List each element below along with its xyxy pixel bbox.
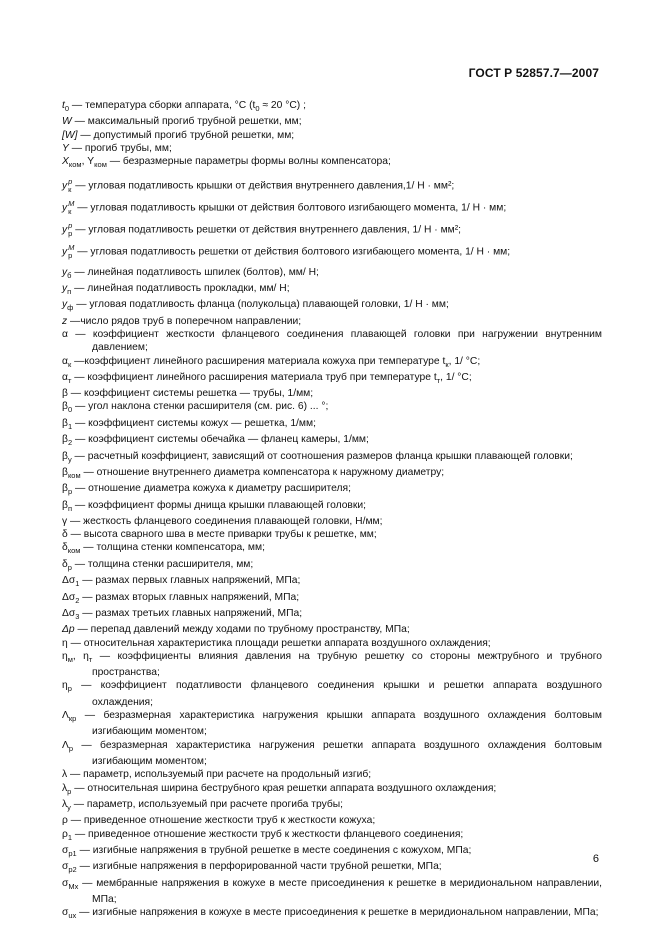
definition-symbol: Λ — [62, 739, 69, 751]
definition-item — [62, 328, 602, 355]
definition-text: , η — [72, 650, 89, 662]
definition-symbol: Δσ — [62, 591, 76, 603]
definition-symbol: y — [62, 202, 68, 214]
definition-text: — отношение диаметра кожуха к диаметру расширителя; — [72, 483, 351, 495]
definition-item — [62, 282, 602, 298]
definition-symbol: y — [62, 246, 68, 258]
definition-item — [62, 355, 602, 371]
definition-text: — расчетный коэффициент, зависящий от соотношения размеров фланца крышки плавающей головки; — [71, 450, 573, 462]
definition-text-tail: — безразмерные параметры формы волны компенсатора; — [106, 156, 391, 168]
definition-symbol: Δσ — [62, 607, 76, 619]
definition-text: —коэффициент линейного расширения материала кожуха при температуре t — [71, 355, 446, 367]
definition-text: — жесткость фланцевого соединения плавающей головки, Н/мм; — [67, 515, 383, 527]
definition-item — [62, 499, 602, 515]
definition-item — [62, 387, 602, 400]
definition-item — [62, 782, 602, 798]
definition-symbol: δ — [62, 558, 68, 570]
definition-symbol: X — [62, 156, 69, 168]
definition-text: — размах первых главных напряжений, МПа; — [79, 575, 301, 587]
symbol-subscript: т — [67, 375, 72, 385]
symbol-superscript: M — [68, 242, 75, 252]
definition-item — [62, 155, 602, 171]
definition-item — [62, 637, 602, 650]
definition-text-tail: — коэффициенты влияния давления на трубную решетку со стороны межтрубного и трубного пространства; — [92, 650, 602, 679]
definition-symbol: y — [62, 282, 68, 294]
symbol-subscript: кр — [68, 714, 77, 724]
symbol-subscript: 3 — [75, 611, 80, 621]
symbol-subscript: 0 — [67, 405, 73, 415]
definition-item — [62, 99, 602, 115]
symbol-superscript: p — [68, 220, 73, 230]
definition-text: — коэффициент системы решетка — трубы, 1/мм; — [67, 388, 314, 400]
definition-text: — толщина стенки расширителя, мм; — [71, 558, 254, 570]
definition-symbol: t — [62, 100, 65, 111]
symbol-subscript: ф — [67, 303, 74, 313]
definitions-list — [62, 99, 602, 923]
definition-item — [62, 798, 602, 814]
definition-symbol: β — [62, 450, 68, 462]
symbol-subscript: к — [68, 206, 72, 216]
definition-item — [62, 574, 602, 590]
definition-text-subscript: т — [436, 375, 441, 385]
definition-text: — прогиб трубы, мм; — [68, 142, 172, 154]
definition-item — [62, 417, 602, 433]
symbol-subscript: р2 — [68, 865, 77, 875]
definition-text: — коэффициент системы обечайка — фланец камеры, 1/мм; — [72, 434, 369, 446]
definition-item — [62, 844, 602, 860]
symbol-subscript: 1 — [67, 421, 73, 431]
definition-item — [62, 679, 602, 709]
definition-item — [62, 115, 602, 128]
symbol-subscript: у — [67, 803, 71, 813]
definition-symbol: η — [62, 650, 68, 662]
definition-symbol: ρ — [62, 815, 68, 827]
definition-item — [62, 515, 602, 528]
definition-symbol: Δp — [62, 624, 75, 636]
definition-text-tail: ≈ 20 °С) ; — [259, 100, 306, 111]
definition-symbol: δ — [62, 542, 68, 554]
definition-symbol: η — [62, 680, 68, 692]
definition-item — [62, 298, 602, 314]
definition-text: — приведенное отношение жесткости труб к жесткости кожуха; — [67, 815, 376, 827]
definition-text-tail: , 1/ °С; — [448, 355, 481, 367]
definition-item — [62, 450, 602, 466]
definition-text: — изгибные напряжения в трубной решетке в месте соединения с кожухом, МПа; — [76, 844, 472, 856]
definition-item — [62, 482, 602, 498]
symbol-subscript: 1 — [75, 579, 80, 589]
symbol-subscript: ком — [67, 470, 81, 480]
definition-text: — безразмерная характеристика нагружения решетки аппарата воздушного охлаждения болтовым изгибающим моментом; — [73, 739, 602, 768]
definition-item — [62, 266, 602, 282]
definition-text: , Y — [81, 156, 95, 168]
definition-text: — угловая податливость крышки от действия внутреннего давления,1/ Н · мм²; — [72, 180, 455, 192]
definition-item — [62, 739, 602, 769]
definition-item — [62, 244, 602, 260]
definition-text: — угловая податливость решетки от действия внутреннего давления, 1/ Н · мм²; — [72, 224, 462, 236]
definition-symbol: β — [62, 401, 68, 413]
definition-symbol: β — [62, 388, 68, 400]
definition-item — [62, 591, 602, 607]
symbol-subscript: Mx — [68, 881, 79, 891]
definition-symbol: z — [62, 315, 68, 327]
definition-text: — перепад давлений между ходами по трубному пространству, МПа; — [74, 624, 410, 636]
definition-text: — угловая податливость фланца (полукольца) плавающей головки, 1/ Н · мм; — [73, 299, 449, 311]
definition-text-tail: , 1/ °С; — [440, 371, 472, 383]
symbol-subscript: к — [68, 184, 72, 194]
symbol-subscript: р — [67, 684, 72, 694]
page-number: 6 — [592, 853, 599, 865]
symbol-subscript: м — [67, 654, 73, 664]
definition-text: — безразмерная характеристика нагружения крышки аппарата воздушного охлаждения болтовым изгибающим моментом; — [76, 710, 602, 738]
definition-text: — допустимый прогиб трубной решетки, мм; — [77, 129, 295, 141]
definition-text: — угол наклона стенки расширителя (см. рис. 6) ... °; — [72, 401, 329, 413]
symbol-subscript: 2 — [75, 595, 80, 605]
symbol-superscript: p — [68, 176, 73, 186]
definition-symbol: Y — [62, 142, 69, 154]
definition-symbol: η — [62, 637, 68, 649]
definition-symbol: y — [62, 224, 68, 236]
definition-text-subscript: т — [88, 654, 93, 664]
definition-text: — коэффициент податливости фланцевого соединения крышки и решетки аппарата воздушного охлаждения; — [71, 680, 602, 708]
definition-item — [62, 709, 602, 739]
definition-item — [62, 433, 602, 449]
definition-symbol: λ — [62, 769, 68, 781]
symbol-subscript: к — [67, 359, 72, 369]
definition-text: — коэффициент линейного расширения материала труб при температуре t — [71, 371, 437, 383]
definition-text: — изгибные напряжения в кожухе в месте присоединения к решетке в меридиональном направлении, МПа; — [76, 907, 599, 919]
symbol-subscript: р — [67, 487, 73, 497]
definition-item — [62, 371, 602, 387]
definition-text: — температура сборки аппарата, °С (t — [69, 100, 256, 111]
definition-item — [62, 400, 602, 416]
definition-symbol: σ — [62, 877, 69, 889]
symbol-subscript: р — [68, 250, 73, 260]
definition-symbol: β — [62, 466, 68, 478]
definition-text: — линейная податливость шпилек (болтов), мм/ Н; — [71, 266, 319, 278]
definition-text: — изгибные напряжения в перфорированной части трубной решетки, МПа; — [76, 861, 442, 873]
definition-text-subscript: ком — [94, 160, 107, 170]
definition-item — [62, 877, 602, 907]
definition-text: — параметр, используемый при расчете прогиба трубы; — [70, 799, 343, 810]
definition-symbol: ρ — [62, 828, 68, 840]
symbol-superscript: M — [68, 198, 75, 208]
definition-text: — коэффициент жесткости фланцевого соединения плавающей головки при нагружении внутренним давлением; — [67, 328, 602, 354]
symbol-subscript: р — [67, 562, 72, 572]
definition-symbol: Δσ — [62, 575, 76, 587]
symbol-subscript: 2 — [67, 438, 73, 448]
definition-symbol: W — [62, 116, 72, 128]
symbol-subscript: п — [67, 286, 72, 296]
definition-text: — приведенное отношение жесткости труб к жесткости фланцевого соединения; — [72, 828, 464, 840]
definition-symbol: y — [62, 266, 68, 278]
definition-symbol: β — [62, 483, 68, 495]
definition-item — [62, 607, 602, 623]
definition-symbol: β — [62, 499, 68, 511]
symbol-subscript: р — [68, 743, 74, 753]
definition-symbol: γ — [62, 515, 68, 527]
definition-symbol: Λ — [62, 710, 69, 722]
symbol-subscript: ком — [68, 160, 82, 170]
definition-symbol: σ — [62, 861, 69, 873]
definition-item — [62, 828, 602, 844]
definition-text: — угловая податливость крышки от действия болтового изгибающего момента, 1/ Н · мм; — [74, 202, 507, 214]
definition-item — [62, 650, 602, 680]
definition-symbol: λ — [62, 782, 68, 794]
definition-text: — линейная податливость прокладки, мм/ Н; — [71, 282, 290, 294]
definition-item — [62, 541, 602, 557]
symbol-subscript: ком — [67, 546, 81, 556]
definition-item — [62, 178, 602, 194]
definition-symbol: y — [62, 299, 68, 311]
definition-text-subscript: к — [445, 359, 449, 369]
definition-text: —число рядов труб в поперечном направлении; — [67, 315, 302, 327]
symbol-subscript: 0 — [64, 104, 70, 114]
definition-item — [62, 623, 602, 636]
symbol-subscript: р1 — [68, 849, 77, 859]
definition-symbol: λ — [62, 799, 68, 810]
definition-symbol: y — [62, 180, 68, 192]
definition-item — [62, 222, 602, 238]
definition-text: — относительная характеристика площади решетки аппарата воздушного охлаждения; — [67, 637, 491, 649]
definition-symbol: β — [62, 434, 68, 446]
definition-symbol: σ — [62, 844, 69, 856]
definition-symbol: β — [62, 417, 68, 429]
definition-item — [62, 129, 602, 142]
definition-text: — размах третьих главных напряжений, МПа; — [79, 607, 303, 619]
definition-item — [62, 814, 602, 827]
definition-item — [62, 906, 602, 922]
definition-text: — высота сварного шва в месте приварки трубы к решетке, мм; — [67, 529, 377, 541]
symbol-subscript: п — [67, 503, 72, 513]
definition-text: — максимальный прогиб трубной решетки, мм; — [71, 116, 302, 128]
definition-text: — отношение внутреннего диаметра компенсатора к наружному диаметру; — [80, 466, 445, 478]
definition-text-subscript: 0 — [255, 104, 260, 114]
document-header: ГОСТ Р 52857.7—2007 — [468, 66, 599, 80]
definition-text: — параметр, используемый при расчете на продольный изгиб; — [67, 769, 372, 781]
definition-text: — угловая податливость решетки от действия болтового изгибающего момента, 1/ Н · мм; — [74, 246, 511, 258]
definition-symbol: σ — [62, 907, 69, 919]
definition-symbol: α — [62, 355, 68, 367]
definition-symbol: α — [62, 328, 68, 340]
definition-item — [62, 315, 602, 328]
symbol-subscript: 1 — [67, 832, 73, 842]
definition-item — [62, 558, 602, 574]
symbol-subscript: б — [67, 270, 72, 280]
definition-item — [62, 768, 602, 781]
definition-item — [62, 528, 602, 541]
definition-item — [62, 466, 602, 482]
definition-item — [62, 200, 602, 216]
symbol-subscript: р — [68, 228, 73, 238]
symbol-subscript: р — [67, 786, 72, 796]
definition-text: — относительная ширина беструбного края решетки аппарата воздушного охлаждения; — [71, 782, 497, 794]
definition-item — [62, 142, 602, 155]
definition-text: — мембранные напряжения в кожухе в месте присоединения к решетке в меридиональном направлении, МПа; — [78, 877, 602, 906]
symbol-subscript: ux — [68, 911, 77, 921]
definition-text: — коэффициент формы днища крышки плавающей головки; — [72, 499, 367, 511]
symbol-subscript: у — [67, 454, 72, 464]
definition-symbol: [W] — [62, 129, 78, 141]
definition-item — [62, 860, 602, 876]
definition-symbol: δ — [62, 529, 68, 541]
definition-text: — коэффициент системы кожух — решетка, 1/мм; — [72, 417, 316, 429]
definition-symbol: α — [62, 371, 68, 383]
definition-text: — размах вторых главных напряжений, МПа; — [79, 591, 300, 603]
definition-text: — толщина стенки компенсатора, мм; — [80, 542, 265, 554]
